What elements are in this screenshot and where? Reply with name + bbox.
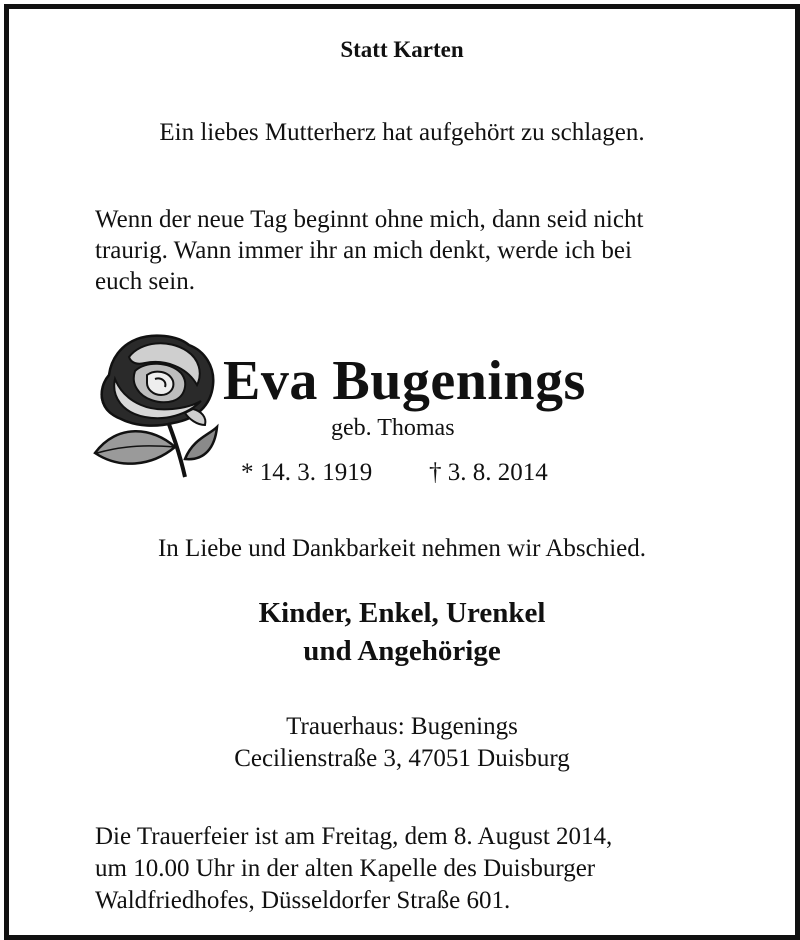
mourning-house-address: Cecilienstraße 3, 47051 Duisburg xyxy=(234,745,570,772)
intro-line: Ein liebes Mutterherz hat aufgehört zu schlagen. xyxy=(159,119,645,146)
mourning-house-name: Trauerhaus: Bugenings xyxy=(286,713,518,740)
header-statt-karten: Statt Karten xyxy=(340,37,464,62)
ceremony-line: Waldfriedhofes, Düsseldorfer Straße 601. xyxy=(95,887,511,914)
verse-line: Wenn der neue Tag beginnt ohne mich, dann seid nicht xyxy=(95,206,644,233)
farewell-line: In Liebe und Dankbarkeit nehmen wir Abschied. xyxy=(157,535,647,562)
rose-icon xyxy=(89,327,221,495)
verse-line: traurig. Wann immer ihr an mich denkt, werde ich bei xyxy=(95,237,632,264)
maiden-name: geb. Thomas xyxy=(331,415,455,441)
ceremony-line: um 10.00 Uhr in der alten Kapelle des Duisburger xyxy=(95,855,596,882)
obituary-frame xyxy=(4,4,800,940)
birth-date: * 14. 3. 1919 xyxy=(241,459,373,486)
family-line: und Angehörige xyxy=(303,635,501,667)
ceremony-line: Die Trauerfeier ist am Freitag, dem 8. August 2014, xyxy=(95,823,613,850)
deceased-name: Eva Bugenings xyxy=(223,350,586,412)
family-line: Kinder, Enkel, Urenkel xyxy=(258,597,546,629)
death-date: † 3. 8. 2014 xyxy=(429,459,548,486)
verse-line: euch sein. xyxy=(95,268,195,295)
